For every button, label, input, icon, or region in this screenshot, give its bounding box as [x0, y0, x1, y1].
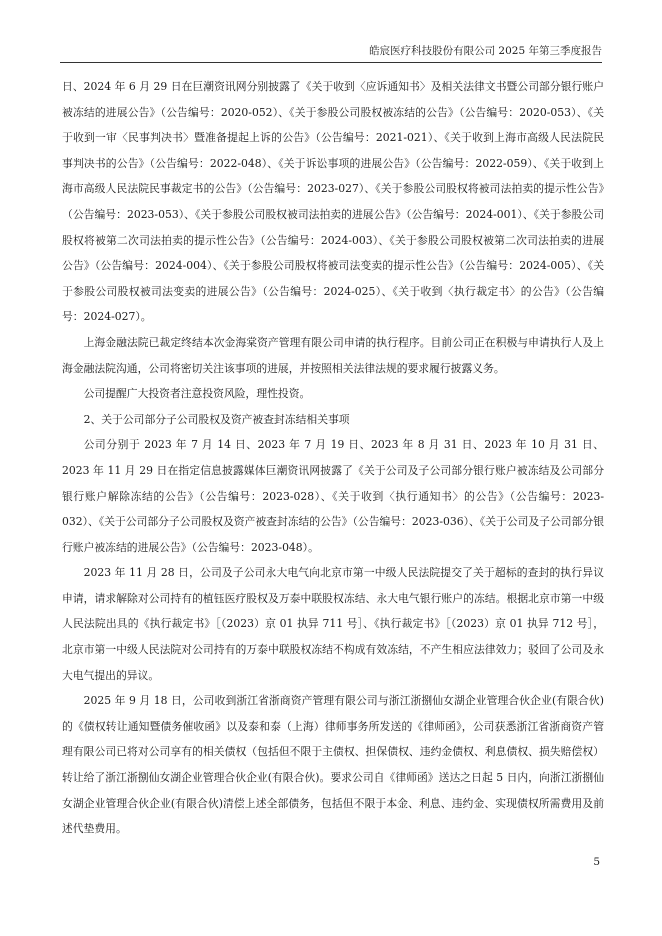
page-header [60, 44, 602, 63]
paragraph-debt-transfer: 2025 年 9 月 18 日，公司收到浙江省浙商资产管理有限公司与浙江浙捌仙女湖企业管理合伙企业(有限合伙)的《债权转让通知暨债务催收函》以及泰和泰（上海）律师事务所发送的《律师函》，公司获悉浙江省浙商资产管理有限公司已将对公司享有的相关债权（包括但不限于主债权、担保债权、违约金债权、利息债权、损失赔偿权）转让给了浙江浙捌仙女湖企业管理合伙企业(有限合伙)。要求公司自《律师函》送达之日起 5 日内，向浙江浙捌仙女湖企业管理合伙企业(有限合伙)清偿上述全部债务，包括但不限于本金、利息、违约金、实现债权所需费用及前述代垫费用。 [62, 694, 604, 836]
report-title: 皓宸医疗科技股份有限公司 2025 年第三季度报告 [369, 45, 602, 57]
section-heading-subsidiary-freeze: 2、关于公司部分子公司股权及资产被查封冻结相关事项 [83, 412, 350, 426]
paragraph-subsidiary-announcements: 公司分别于 2023 年 7 月 14 日、2023 年 7 月 19 日、2023 年 8 月 31 日、2023 年 10 月 31 日、2023 年 11 月 29 日在指定信息披露媒体巨潮资讯网披露了《关于公司及子公司部分银行账户被冻结及公司部分银行账户解除冻结的公告》（公告编号：2023-028）、《关于收到〈执行通知书〉的公告》（公告编号：2023-032）、《关于公司部分子公司股权及资产被查封冻结的公告》（公告编号：2023-036）、《关于公司及子公司部分银行账户被冻结的进展公告》（公告编号：2023-048）。 [62, 438, 604, 554]
paragraph-court-termination: 上海金融法院已裁定终结本次金海棠资产管理有限公司申请的执行程序。目前公司正在积极与申请执行人及上海金融法院沟通，公司将密切关注该事项的进展，并按照相关法律法规的要求履行披露义务。 [62, 335, 604, 375]
page-number: 5 [593, 856, 600, 868]
paragraph-risk-warning: 公司提醒广大投资者注意投资风险，理性投资。 [83, 387, 311, 401]
paragraph-enforcement-objection: 2023 年 11 月 28 日，公司及子公司永大电气向北京市第一中级人民法院提交了关于超标的查封的执行异议申请，请求解除对公司持有的植钰医疗股权及万泰中联股权冻结、永大电气银行账户的冻结。根据北京市第一中级人民法院出具的《执行裁定书》［（2023）京 01 执异 711 号］、《执行裁定书》［（2023）京 01 执异 712 号］，北京市第一中级人民法院对公司持有的万泰中联股权冻结不构成有效冻结，不产生相应法律效力；驳回了公司及永大电气提出的异议。 [62, 566, 604, 682]
paragraph-announcement-list: 日、2024 年 6 月 29 日在巨潮资讯网分别披露了《关于收到〈应诉通知书〉及相关法律文书暨公司部分银行账户被冻结的进展公告》（公告编号：2020-052）、《关于参股公司股权被冻结的公告》（公告编号：2020-053）、《关于收到一审〈民事判决书〉暨准备提起上诉的公告》（公告编号：2021-021）、《关于收到上海市高级人民法院民事判决书的公告》（公告编号：2022-048）、《关于诉讼事项的进展公告》（公告编号：2022-059）、《关于收到上海市高级人民法院民事裁定书的公告》（公告编号：2023-027）、《关于参股公司股权将被司法拍卖的提示性公告》（公告编号：2023-053）、《关于参股公司股权被司法拍卖的进展公告》（公告编号：2024-001）、《关于参股公司股权将被第二次司法拍卖的提示性公告》（公告编号：2024-003）、《关于参股公司股权被第二次司法拍卖的进展公告》（公告编号：2024-004）、《关于参股公司股权将被司法变卖的提示性公告》（公告编号：2024-005）、《关于参股公司股权被司法变卖的进展公告》（公告编号：2024-025）、《关于收到〈执行裁定书〉的公告》（公告编号：2024-027）。 [62, 80, 604, 324]
document-body [62, 74, 604, 842]
